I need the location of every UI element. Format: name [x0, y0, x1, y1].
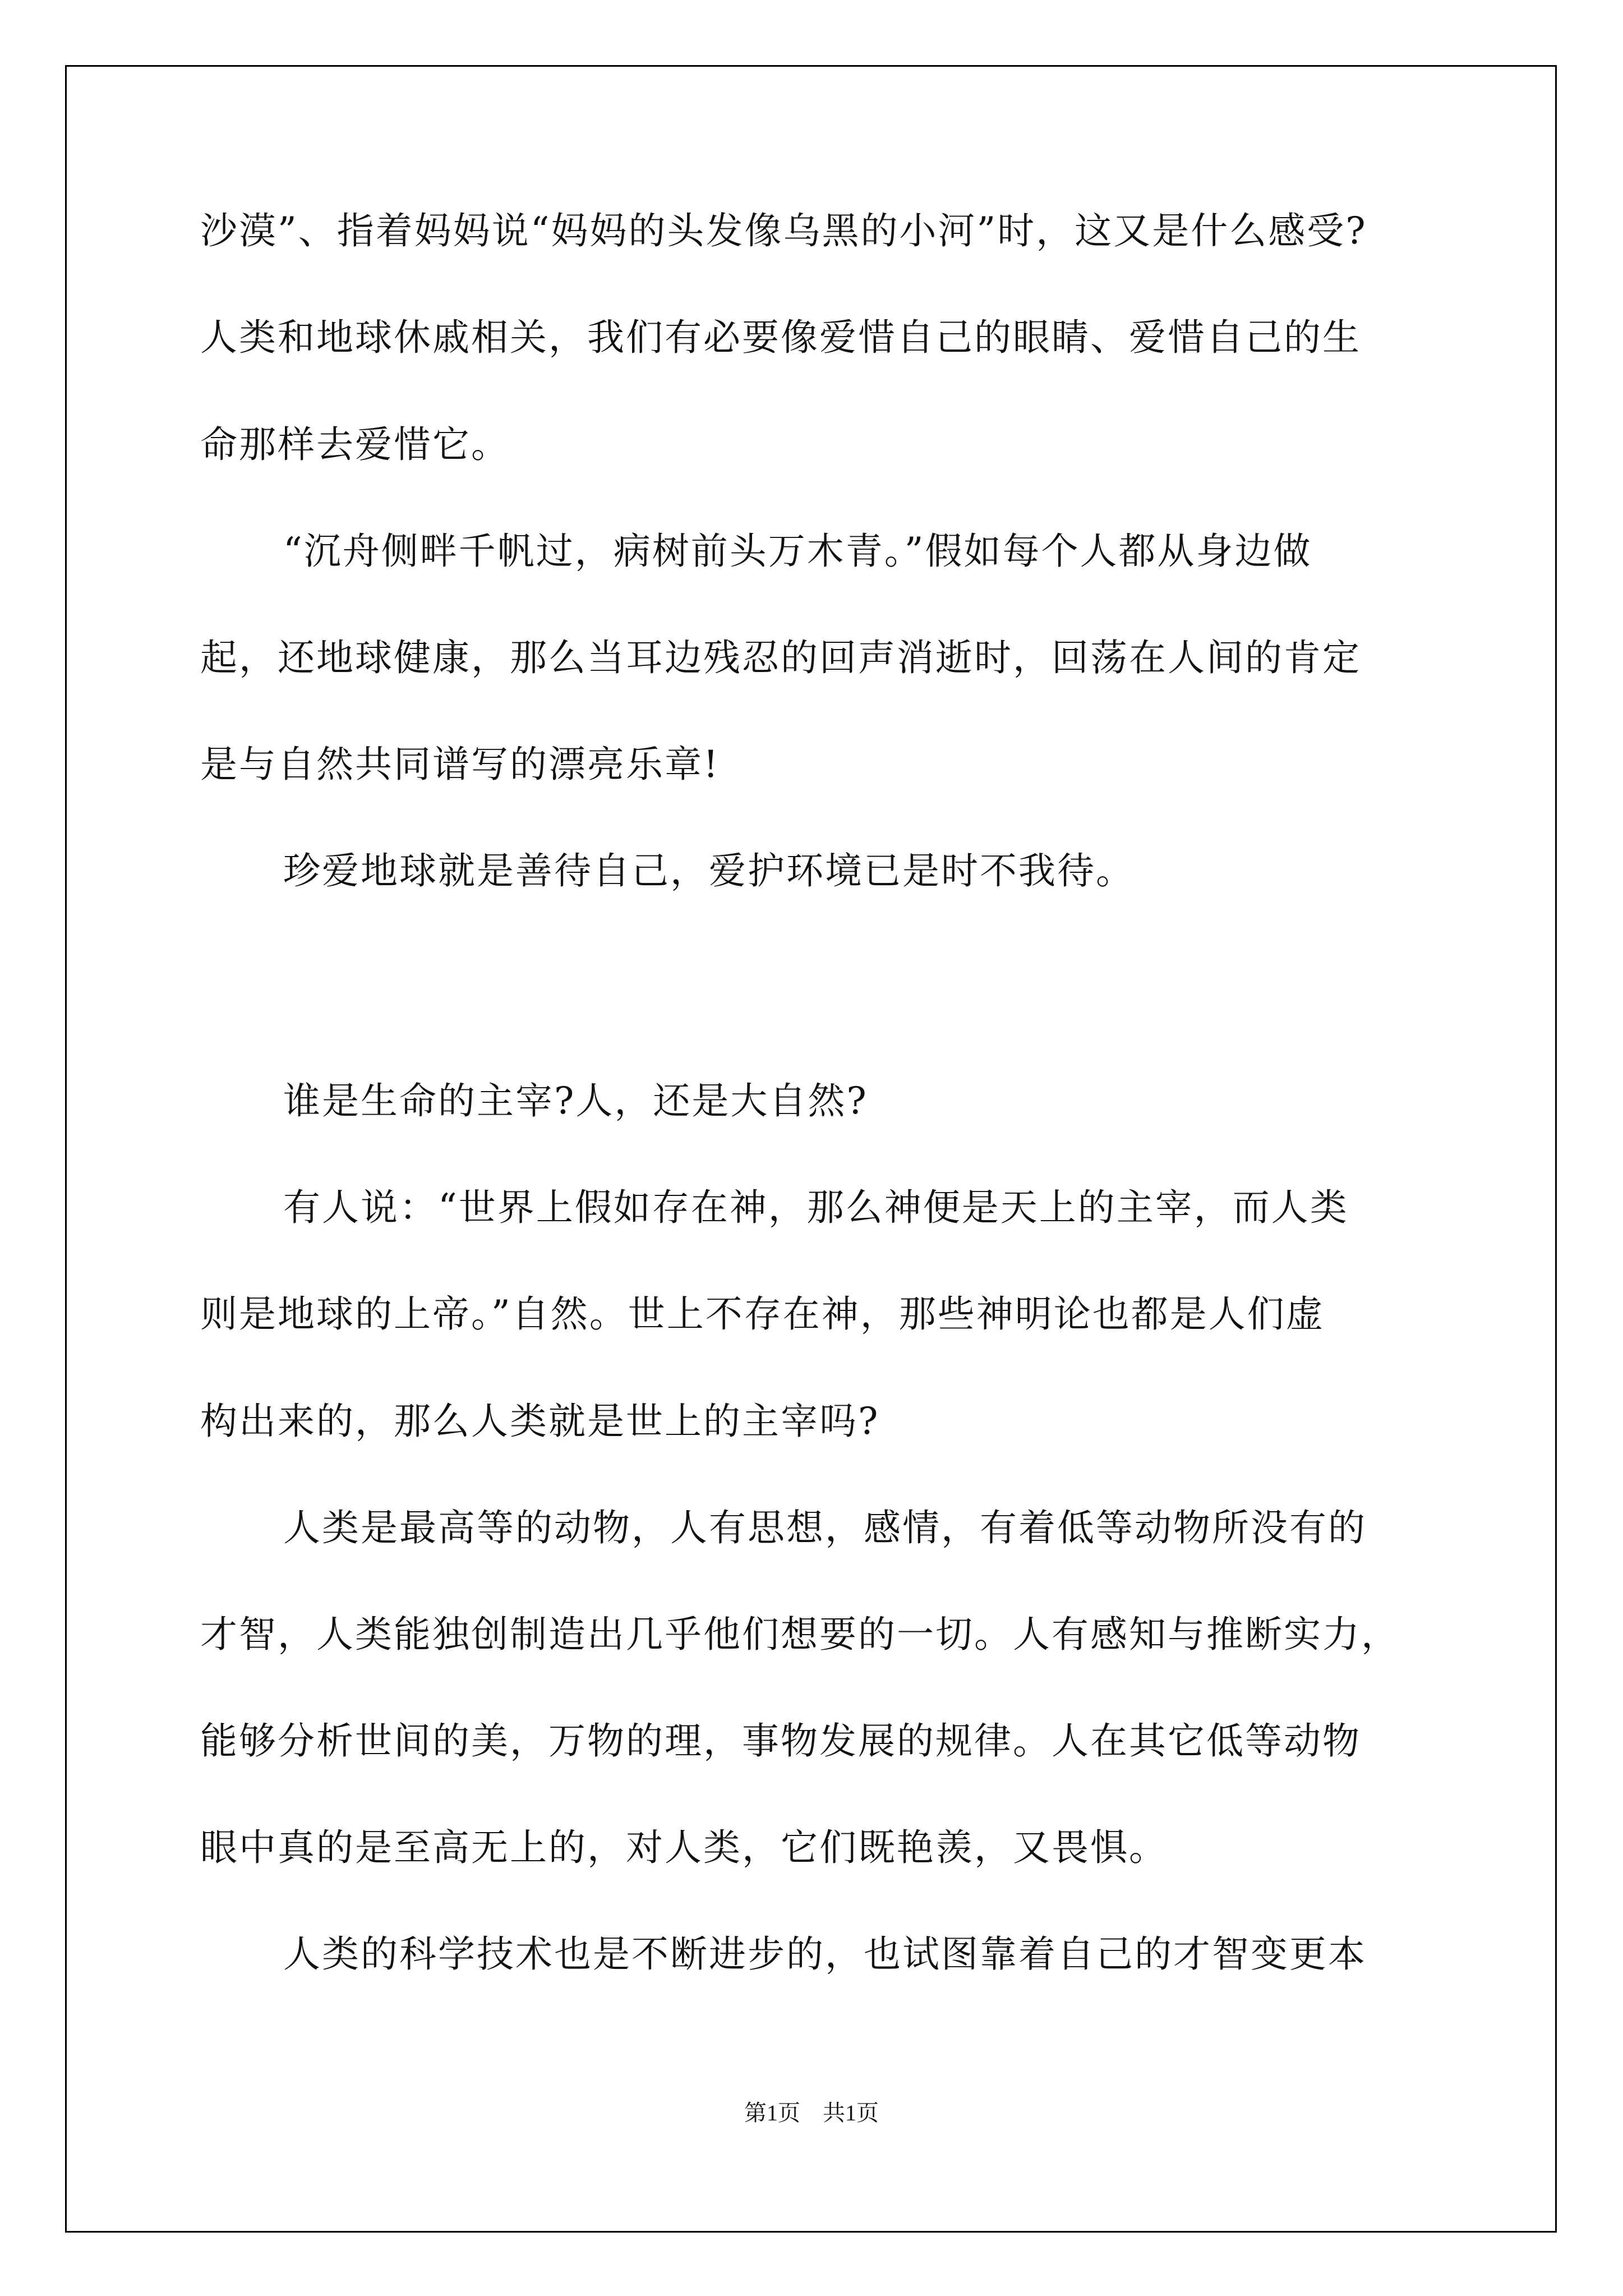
text-line: 人类和地球休戚相关，我们有必要像爱惜自己的眼睛、爱惜自己的生 [200, 316, 1361, 359]
text-line: 珍爱地球就是善待自己，爱护环境已是时不我待。 [283, 849, 1135, 892]
page-border [65, 65, 1557, 2233]
text-line: 则是地球的上帝。”自然。世上不存在神，那些神明论也都是人们虚 [200, 1292, 1325, 1336]
text-line: 是与自然共同谱写的漂亮乐章! [200, 743, 720, 786]
text-line: 构出来的，那么人类就是世上的主宰吗? [200, 1400, 880, 1443]
text-line: 人类是最高等的动物，人有思想，感情，有着低等动物所没有的 [283, 1506, 1367, 1549]
text-line: “沉舟侧畔千帆过，病树前头万木青。”假如每个人都从身边做 [283, 530, 1312, 573]
text-line: 谁是生命的主宰?人，还是大自然? [283, 1079, 868, 1122]
text-line: 沙漠”、指着妈妈说“妈妈的头发像乌黑的小河”时，这又是什么感受? [200, 209, 1367, 252]
text-line: 命那样去爱惜它。 [200, 423, 510, 466]
text-line: 起，还地球健康，那么当耳边残忍的回声消逝时，回荡在人间的肯定 [200, 636, 1361, 679]
text-line: 眼中真的是至高无上的，对人类，它们既艳羡，又畏惧。 [200, 1826, 1168, 1869]
page-number: 第1页 共1页 [744, 2100, 879, 2125]
text-line: 有人说：“世界上假如存在神，那么神便是天上的主宰，而人类 [283, 1186, 1349, 1229]
text-line: 人类的科学技术也是不断进步的，也试图靠着自己的才智变更本 [283, 1932, 1367, 1976]
text-line: 才智，人类能独创制造出几乎他们想要的一切。人有感知与推断实力， [200, 1613, 1400, 1656]
text-line: 能够分析世间的美，万物的理，事物发展的规律。人在其它低等动物 [200, 1719, 1361, 1763]
